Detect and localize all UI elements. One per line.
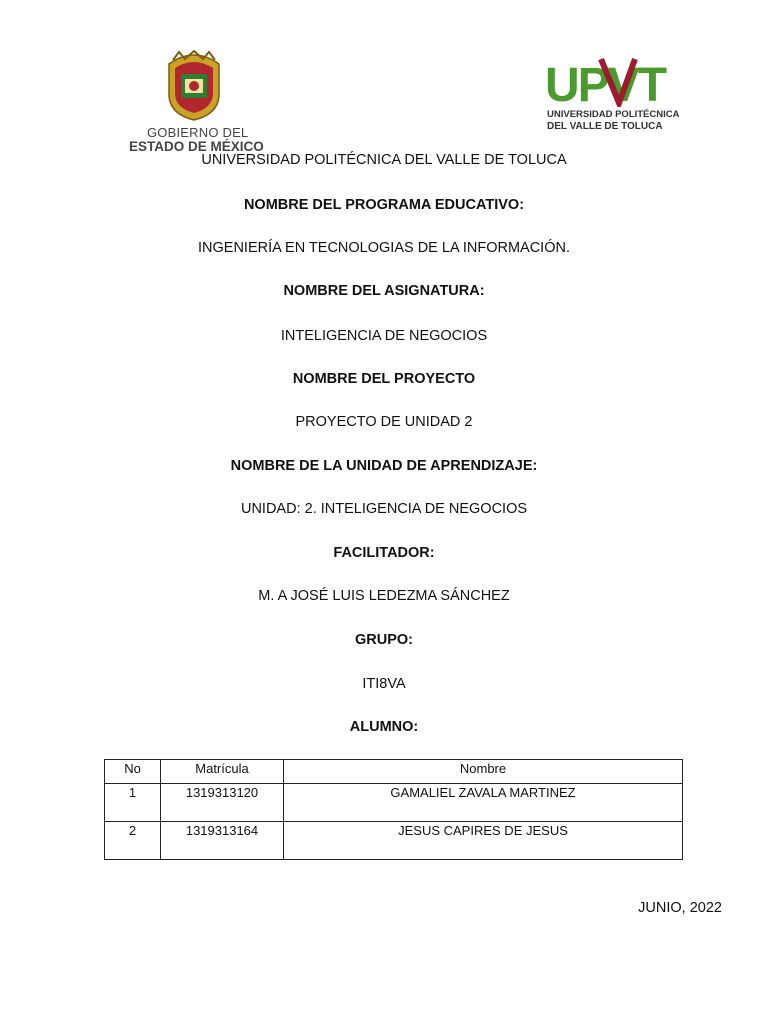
column-header-no: No [105, 760, 161, 784]
gobierno-edomex-logo [125, 48, 265, 158]
students-table [104, 759, 683, 860]
upvt-mark-text: UPVT [545, 59, 666, 107]
document-date: JUNIO, 2022 [638, 900, 722, 916]
column-header-matricula: Matrícula [161, 760, 284, 784]
unit-name: UNIDAD: 2. INTELIGENCIA DE NEGOCIOS [240, 501, 528, 517]
table-row [105, 784, 683, 822]
subject-heading: NOMBRE DEL ASIGNATURA: [283, 283, 485, 299]
upvt-logo-line1: UNIVERSIDAD POLITÉCNICA [547, 109, 680, 120]
group-heading: GRUPO: [355, 632, 413, 648]
university-name: UNIVERSIDAD POLITÉCNICA DEL VALLE DE TOLUCA [201, 152, 567, 168]
project-heading: NOMBRE DEL PROYECTO [292, 371, 476, 387]
facilitator-name: M. A JOSÉ LUIS LEDEZMA SÁNCHEZ [258, 588, 510, 604]
cell-nombre: JESUS CAPIRES DE JESUS [284, 822, 683, 860]
project-name: PROYECTO DE UNIDAD 2 [295, 414, 473, 430]
upvt-logo-line2: DEL VALLE DE TOLUCA [547, 121, 663, 132]
student-heading: ALUMNO: [349, 719, 419, 735]
table-header-row [105, 760, 683, 784]
cell-matricula: 1319313120 [161, 784, 284, 822]
program-name: INGENIERÍA EN TECNOLOGIAS DE LA INFORMACIÓN. [198, 240, 570, 256]
state-crest-icon [163, 50, 225, 122]
unit-heading: NOMBRE DE LA UNIDAD DE APRENDIZAJE: [230, 458, 538, 474]
table-row [105, 822, 683, 860]
gobierno-logo-line2: ESTADO DE MÉXICO [129, 139, 264, 154]
cell-nombre: GAMALIEL ZAVALA MARTINEZ [284, 784, 683, 822]
gobierno-logo-line1: GOBIERNO DEL [147, 125, 249, 140]
upvt-logo [545, 55, 680, 135]
program-heading: NOMBRE DEL PROGRAMA EDUCATIVO: [243, 197, 525, 213]
facilitator-heading: FACILITADOR: [333, 545, 435, 561]
group-name: ITI8VA [362, 676, 406, 692]
cell-no: 2 [105, 822, 161, 860]
upvt-logo-mark [545, 55, 667, 107]
cell-no: 1 [105, 784, 161, 822]
cell-matricula: 1319313164 [161, 822, 284, 860]
column-header-nombre: Nombre [284, 760, 683, 784]
subject-name: INTELIGENCIA DE NEGOCIOS [280, 328, 488, 344]
